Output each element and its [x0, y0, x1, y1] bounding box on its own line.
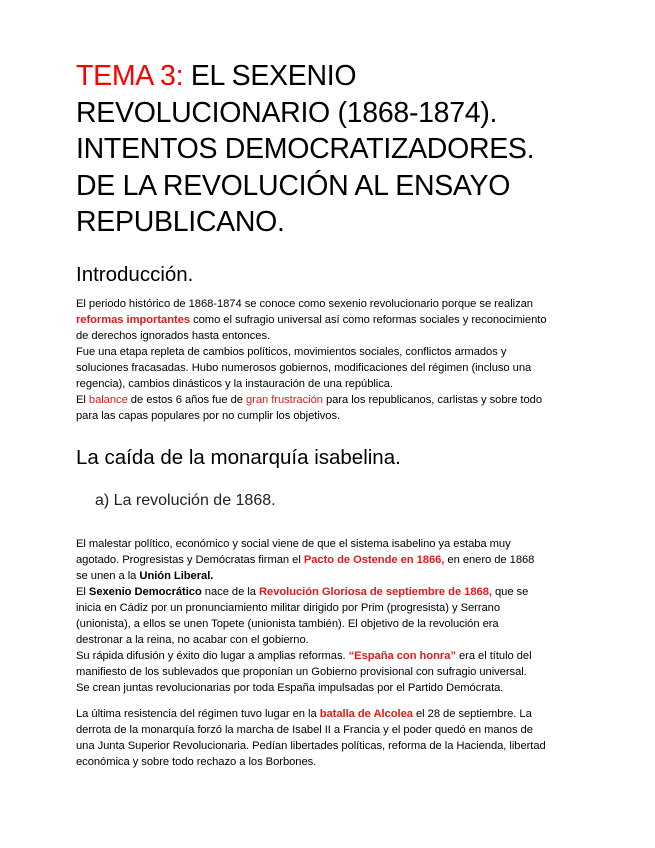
s1-line-10: Se crean juntas revolucionarias por toda España impulsadas por el Partido Demócrata. — [76, 682, 504, 694]
s1-line-1: El malestar político, económico y social viene de que el sistema isabelino ya estaba muy — [76, 538, 511, 550]
s2-line-3: una Junta Superior Revolucionaria. Pedían libertades políticas, reforma de la Hacienda, libertad — [76, 740, 546, 752]
intro-p2-line-2: soluciones fracasadas. Hubo numerosos gobiernos, modificaciones del régimen (incluso una — [76, 362, 532, 374]
intro-p1-line-2-text: como el sufragio universal así como reformas sociales y reconocimiento — [190, 314, 547, 326]
s1-line-8-text-b: era el título del — [455, 650, 532, 662]
s1-line-2 — [76, 552, 576, 568]
bold-sexenio: Sexenio Democrático — [88, 586, 202, 598]
s1-line-9: manifiesto de los sublevados que proponían un Gobierno provisional con sufragio universal. — [76, 666, 527, 678]
s1-line-4-text-c: que se — [491, 586, 529, 598]
intro-p2-line-1: Fue una etapa repleta de cambios políticos, movimientos sociales, conflictos armados y — [76, 346, 507, 358]
s1-line-4-text-a: El — [76, 586, 89, 598]
s1-line-6: (unionista), a ellos se unen Topete (unionista también). El objetivo de la revolución era — [76, 618, 499, 630]
intro-text — [76, 296, 576, 424]
highlight-espana-honra: “España con honra” — [348, 650, 456, 662]
intro-p3-line-1 — [76, 392, 576, 408]
s2-line-2: derrota de la monarquía forzó la marcha de Isabel II a Francia y el poder quedó en manos de — [76, 724, 533, 736]
title-line-4: DE LA REVOLUCIÓN AL ENSAYO — [76, 169, 511, 202]
document-title — [76, 58, 636, 241]
subsection-heading: a) La revolución de 1868. — [95, 492, 276, 509]
intro-p3-text-a: El — [76, 394, 89, 406]
highlight-reformas: reformas importantes — [76, 314, 191, 326]
title-prefix: TEMA 3: — [76, 60, 184, 92]
bold-union-liberal: Unión Liberal. — [139, 570, 214, 582]
s2-line-1-text-b: el 28 de septiembre. La — [412, 708, 532, 720]
highlight-balance: balance — [88, 394, 128, 406]
intro-p2-line-3: regencia), cambios dinásticos y la instauración de una república. — [76, 378, 394, 390]
intro-p3-line-2: para las capas populares por no cumplir los objetivos. — [76, 410, 341, 422]
s1-line-8 — [76, 648, 576, 664]
title-line-5: REPUBLICANO. — [76, 206, 285, 238]
section-paragraph-1 — [76, 536, 576, 696]
highlight-alcolea: batalla de Alcolea — [319, 708, 413, 720]
section-heading: La caída de la monarquía isabelina. — [76, 446, 401, 469]
title-line-1: EL SEXENIO — [190, 60, 357, 92]
s2-line-1-text-a: La última resistencia del régimen tuvo lugar en la — [76, 708, 320, 720]
highlight-gloriosa: Revolución Gloriosa de septiembre de 1868, — [259, 586, 492, 598]
s2-line-4: económica y sobre todo rechazo a los Borbones. — [76, 756, 317, 768]
intro-p3-text-b: de estos 6 años fue de — [127, 394, 246, 406]
s1-line-3-text: se unen a la — [76, 570, 140, 582]
s1-line-8-text-a: Su rápida difusión y éxito dio lugar a amplias reformas. — [76, 650, 349, 662]
intro-p1-line-3: de derechos ignorados hasta entonces. — [76, 330, 271, 342]
s1-line-2-text-a: agotado. Progresistas y Demócratas firman el — [76, 554, 304, 566]
intro-p3-text-c: para los republicanos, carlistas y sobre todo — [322, 394, 543, 406]
intro-heading: Introducción. — [76, 263, 194, 286]
intro-p1-line-1: El periodo histórico de 1868-1874 se conoce como sexenio revolucionario porque se realizan — [76, 298, 533, 310]
s1-line-7: destronar a la reina, no acabar con el gobierno. — [76, 634, 309, 646]
highlight-ostende: Pacto de Ostende en 1866, — [303, 554, 445, 566]
highlight-frustracion: gran frustración — [245, 394, 323, 406]
intro-p1-line-2 — [76, 312, 576, 328]
title-line-2: REVOLUCIONARIO (1868-1874). — [76, 96, 498, 129]
s1-line-2-text-b: en enero de 1868 — [444, 554, 535, 566]
s1-line-5: inicia en Cádiz por un pronunciamiento militar dirigido por Prim (progresista) y Serrano — [76, 602, 501, 614]
title-line-3: INTENTOS DEMOCRATIZADORES. — [76, 133, 535, 165]
section-paragraph-2 — [76, 706, 576, 770]
s1-line-4 — [76, 584, 576, 600]
s1-line-3 — [76, 568, 576, 584]
s2-line-1 — [76, 706, 576, 722]
s1-line-4-text-b: nace de la — [201, 586, 259, 598]
